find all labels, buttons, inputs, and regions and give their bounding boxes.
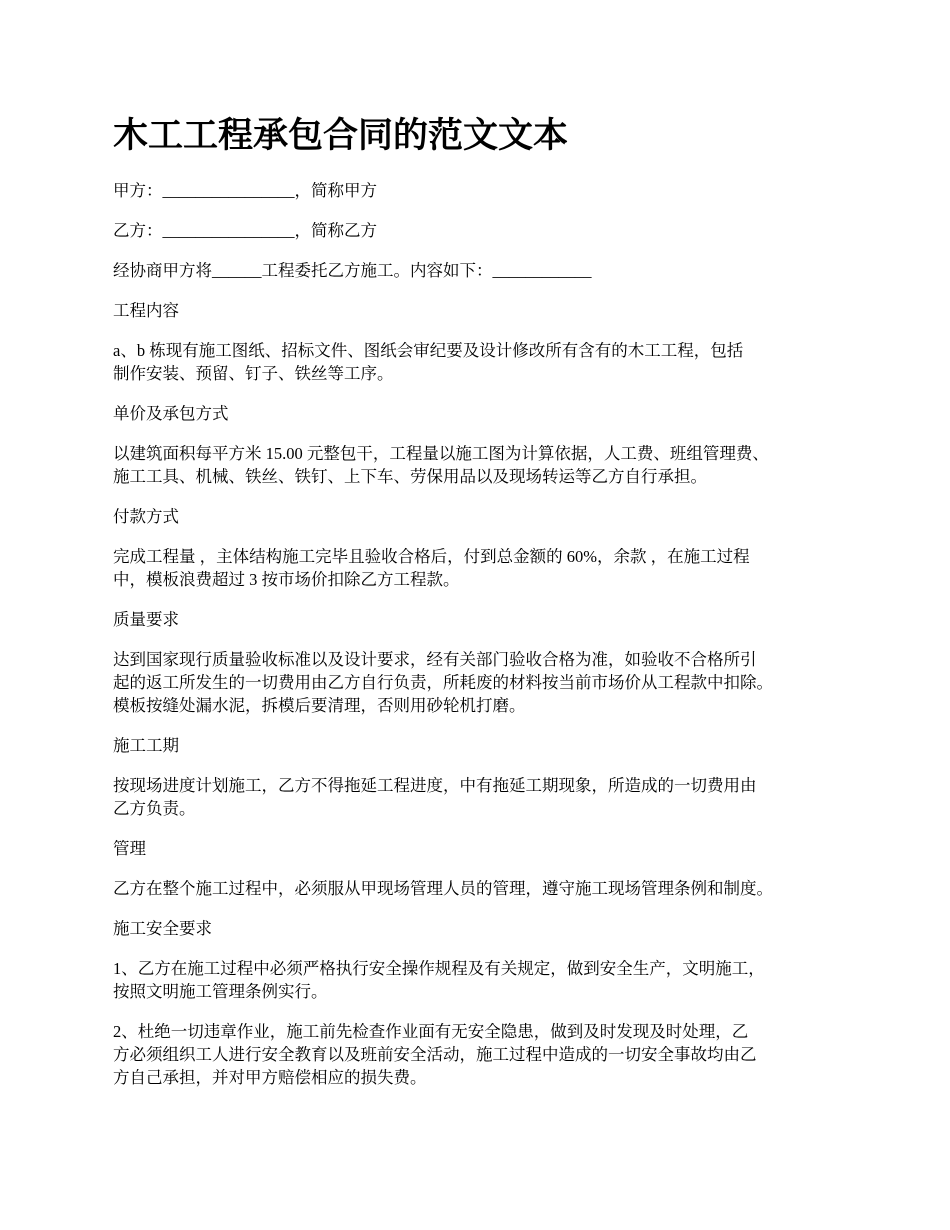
text-line: 制作安装、预留、钉子、铁丝等工序。 [113, 364, 394, 383]
document-title: 木工工程承包合同的范文文本 [113, 116, 569, 155]
text-line: 乙方：________________，简称乙方 [113, 221, 377, 240]
paragraph [113, 1020, 855, 1089]
paragraph [113, 179, 855, 202]
text-line: 起的返工所发生的一切费用由乙方自行负责，所耗废的材料按当前市场价从工程款中扣除。 [113, 673, 773, 692]
document-page [113, 112, 855, 1106]
text-line: 乙方负责。 [113, 799, 196, 818]
paragraph [113, 259, 855, 282]
paragraph [113, 877, 855, 900]
text-line: 管理 [113, 839, 146, 858]
paragraph [113, 545, 855, 591]
paragraph [113, 957, 855, 1003]
paragraph [113, 219, 855, 242]
paragraph [113, 648, 855, 717]
document-body [113, 179, 855, 1089]
paragraph [113, 402, 855, 425]
text-line: 工程内容 [113, 301, 179, 320]
text-line: 付款方式 [113, 507, 179, 526]
paragraph [113, 608, 855, 631]
text-line: 1、乙方在施工过程中必须严格执行安全操作规程及有关规定，做到安全生产，文明施工， [113, 959, 765, 978]
paragraph [113, 734, 855, 757]
text-line: 以建筑面积每平方米 15.00 元整包干，工程量以施工图为计算依据，人工费、班组管理费、 [113, 444, 769, 463]
text-line: 甲方：________________，简称甲方 [113, 181, 377, 200]
text-line: 单价及承包方式 [113, 404, 229, 423]
paragraph [113, 299, 855, 322]
text-line: 乙方在整个施工过程中，必须服从甲现场管理人员的管理，遵守施工现场管理条例和制度。 [113, 879, 773, 898]
text-line: 经协商甲方将______工程委托乙方施工。内容如下：____________ [113, 261, 592, 280]
text-line: 达到国家现行质量验收标准以及设计要求，经有关部门验收合格为准，如验收不合格所引 [113, 650, 757, 669]
paragraph [113, 339, 855, 385]
text-line: 模板按缝处漏水泥，拆模后要清理，否则用砂轮机打磨。 [113, 696, 526, 715]
text-line: 2、杜绝一切违章作业，施工前先检查作业面有无安全隐患，做到及时发现及时处理，乙 [113, 1022, 749, 1041]
text-line: 方自己承担，并对甲方赔偿相应的损失费。 [113, 1068, 427, 1087]
text-line: a、b 栋现有施工图纸、招标文件、图纸会审纪要及设计修改所有含有的木工工程，包括 [113, 341, 744, 360]
text-line: 完成工程量 ，主体结构施工完毕且验收合格后，付到总金额的 60%，余款 ，在施工过程 [113, 547, 750, 566]
paragraph [113, 442, 855, 488]
text-line: 中，模板浪费超过 3 按市场价扣除乙方工程款。 [113, 570, 460, 589]
text-line: 质量要求 [113, 610, 179, 629]
text-line: 按照文明施工管理条例实行。 [113, 982, 328, 1001]
text-line: 按现场进度计划施工，乙方不得拖延工程进度，中有拖延工期现象，所造成的一切费用由 [113, 776, 757, 795]
text-line: 施工工具、机械、铁丝、铁钉、上下车、劳保用品以及现场转运等乙方自行承担。 [113, 467, 707, 486]
paragraph [113, 774, 855, 820]
paragraph [113, 837, 855, 860]
paragraph [113, 917, 855, 940]
text-line: 施工工期 [113, 736, 179, 755]
text-line: 方必须组织工人进行安全教育以及班前安全活动，施工过程中造成的一切安全事故均由乙 [113, 1045, 757, 1064]
text-line: 施工安全要求 [113, 919, 212, 938]
paragraph [113, 505, 855, 528]
